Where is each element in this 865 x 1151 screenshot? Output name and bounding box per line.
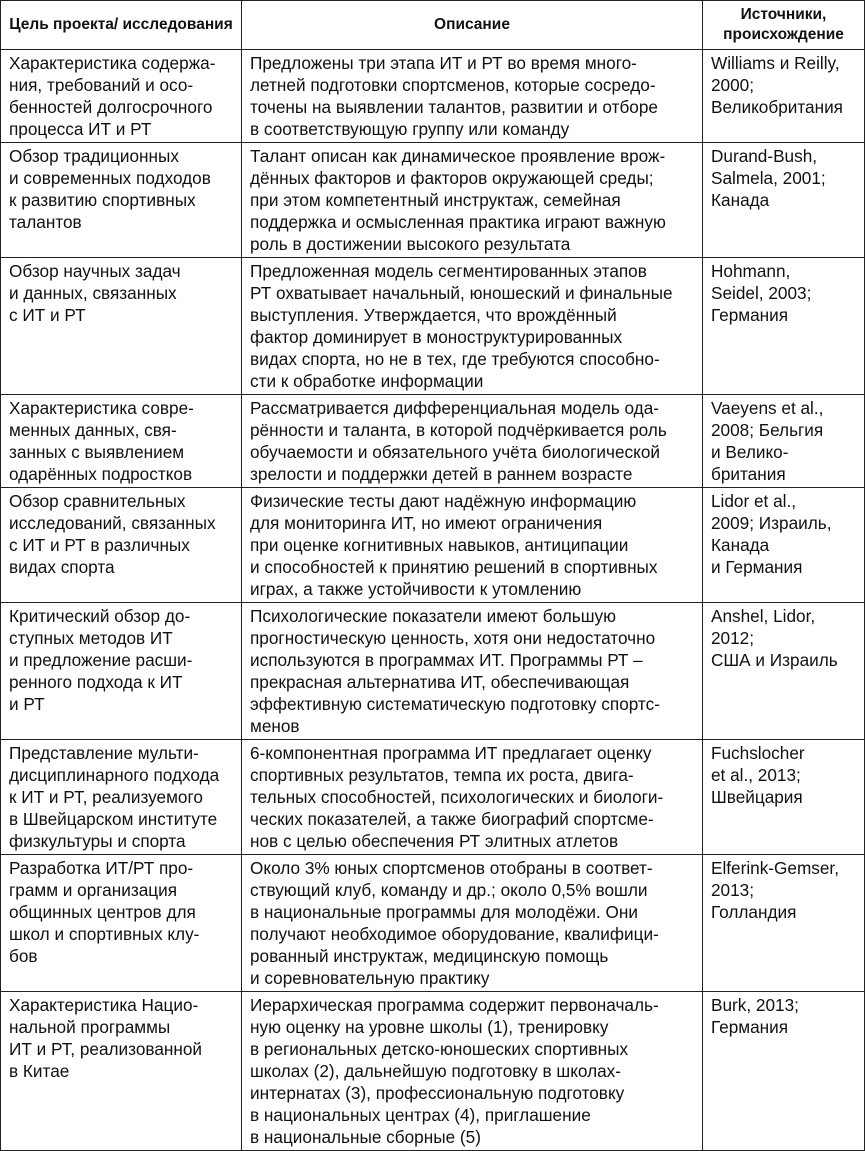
table-row bbox=[1, 50, 865, 143]
sources-cell: Hohmann, Seidel, 2003; Германия bbox=[703, 258, 865, 395]
goal-cell: Представление мульти- дисциплинарного подхода к ИТ и РТ, реализуемого в Швейцарском институте физкультуры и спорта bbox=[1, 740, 242, 855]
description-cell: Иерархическая программа содержит первоначаль- ную оценку на уровне школы (1), тренировку в региональных детско-юношеских спортивных школах (2), дальнейшую подготовку в школах- интернатах (3), профессиональную подготовку в национальных центрах (4), приглашение в национальные сборные (5) bbox=[242, 992, 703, 1151]
sources-cell: Lidor et al., 2009; Израиль, Канада и Германия bbox=[703, 488, 865, 603]
description-cell: Около 3% юных спортсменов отобраны в соответ- ствующий клуб, команду и др.; около 0,5% вошли в национальные программы для молодёжи. Они получают необходимое оборудование, квалифици- рованный инструктаж, медицинскую помощь и соревновательную практику bbox=[242, 855, 703, 992]
description-cell: Психологические показатели имеют большую прогностическую ценность, хотя они недостаточно используются в программах ИТ. Программы РТ – прекрасная альтернатива ИТ, обеспечивающая эффективную систематическую подготовку спортс- менов bbox=[242, 603, 703, 740]
header-description: Описание bbox=[242, 1, 703, 50]
description-cell: Талант описан как динамическое проявление врож- дённых факторов и факторов окружающей среды; при этом компетентный инструктаж, семейная поддержка и осмысленная практика играют важную роль в достижении высокого результата bbox=[242, 143, 703, 258]
sources-cell: Burk, 2013; Германия bbox=[703, 992, 865, 1151]
description-cell: Предложены три этапа ИТ и РТ во время много- летней подготовки спортсменов, которые сосредо- точены на выявлении талантов, развитии и отборе в соответствующую группу или команду bbox=[242, 50, 703, 143]
table-row bbox=[1, 603, 865, 740]
goal-cell: Характеристика совре- менных данных, свя- занных с выявлением одарённых подростков bbox=[1, 395, 242, 488]
description-cell: Рассматривается дифференциальная модель ода- рённости и таланта, в которой подчёркивается роль обучаемости и обязательного учёта биологической зрелости и поддержки детей в раннем возрасте bbox=[242, 395, 703, 488]
goal-cell: Характеристика Нацио- нальной программы ИТ и РТ, реализованной в Китае bbox=[1, 992, 242, 1151]
table-row bbox=[1, 855, 865, 992]
header-row bbox=[1, 1, 865, 50]
goal-cell: Обзор традиционных и современных подходов к развитию спортивных талантов bbox=[1, 143, 242, 258]
sources-cell: Vaeyens et al., 2008; Бельгия и Велико- британия bbox=[703, 395, 865, 488]
sources-cell: Durand-Bush, Salmela, 2001; Канада bbox=[703, 143, 865, 258]
description-cell: 6-компонентная программа ИТ предлагает оценку спортивных результатов, темпа их роста, двига- тельных способностей, психологических и биологи- ческих показателей, а также биографий спортсме- нов с целью обеспечения РТ элитных атлетов bbox=[242, 740, 703, 855]
sources-cell: Elferink-Gemser, 2013; Голландия bbox=[703, 855, 865, 992]
header-sources: Источники, происхождение bbox=[703, 1, 865, 50]
goal-cell: Характеристика содержа- ния, требований и осо- бенностей долгосрочного процесса ИТ и РТ bbox=[1, 50, 242, 143]
table-row bbox=[1, 258, 865, 395]
table-row bbox=[1, 143, 865, 258]
table-row bbox=[1, 992, 865, 1151]
header-goal: Цель проекта/ исследования bbox=[1, 1, 242, 50]
description-cell: Физические тесты дают надёжную информацию для мониторинга ИТ, но имеют ограничения при оценке когнитивных навыков, антиципации и способностей к принятию решений в спортивных играх, а также устойчивости к утомлению bbox=[242, 488, 703, 603]
sources-cell: Fuchslocher et al., 2013; Швейцария bbox=[703, 740, 865, 855]
table-row bbox=[1, 395, 865, 488]
sources-cell: Williams и Reilly, 2000; Великобритания bbox=[703, 50, 865, 143]
table-row bbox=[1, 740, 865, 855]
sources-cell: Anshel, Lidor, 2012; США и Израиль bbox=[703, 603, 865, 740]
description-cell: Предложенная модель сегментированных этапов РТ охватывает начальный, юношеский и финальные выступления. Утверждается, что врождённый фактор доминирует в моноструктурированных видах спорта, но не в тех, где требуются способно- сти к обработке информации bbox=[242, 258, 703, 395]
goal-cell: Обзор сравнительных исследований, связанных с ИТ и РТ в различных видах спорта bbox=[1, 488, 242, 603]
goal-cell: Критический обзор до- ступных методов ИТ и предложение расши- ренного подхода к ИТ и РТ bbox=[1, 603, 242, 740]
goal-cell: Обзор научных задач и данных, связанных с ИТ и РТ bbox=[1, 258, 242, 395]
table-row bbox=[1, 488, 865, 603]
goal-cell: Разработка ИТ/РТ про- грамм и организация общинных центров для школ и спортивных клу- бов bbox=[1, 855, 242, 992]
